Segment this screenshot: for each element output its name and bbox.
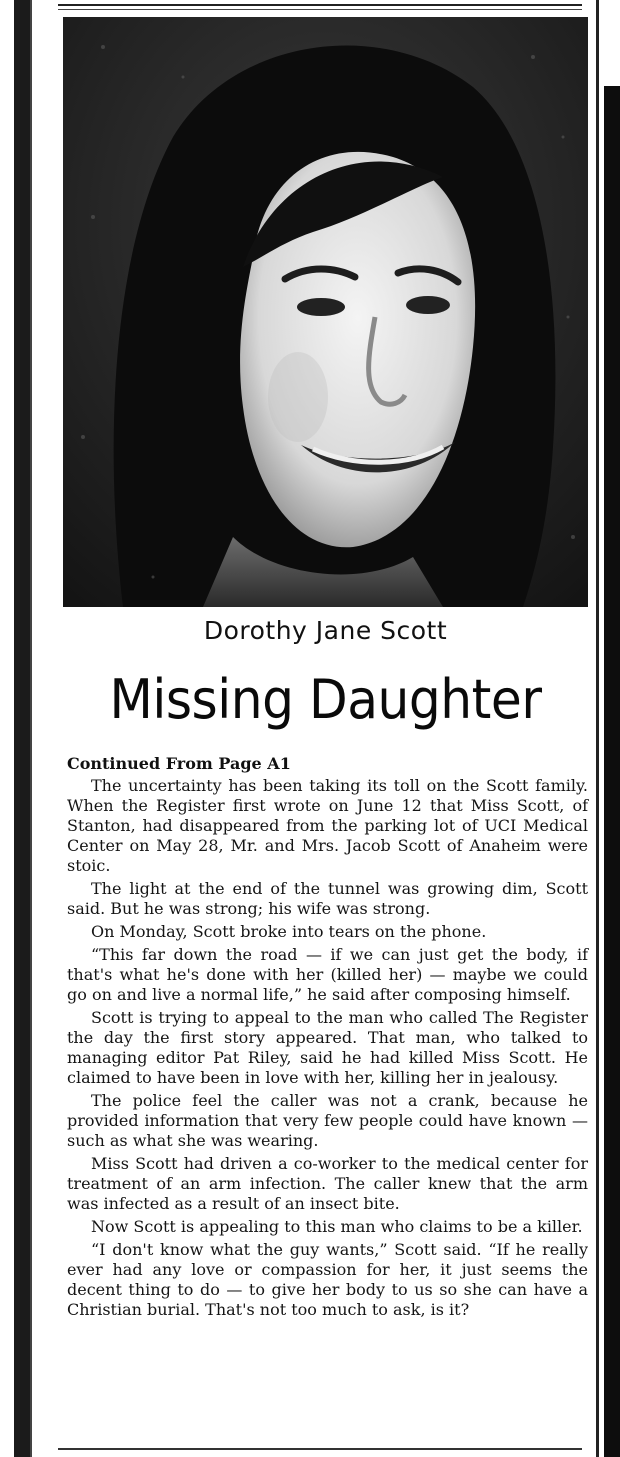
- top-rule-thin: [58, 9, 582, 10]
- article-body: [67, 776, 588, 1323]
- portrait-photo: [63, 17, 588, 607]
- column-rule-right: [596, 0, 599, 1457]
- paragraph: Scott is trying to appeal to the man who called The Register the day the first story appeared. That man, who talked to managing editor Pat Riley, said he had killed Miss Scott. He claimed to have been in love with her, killing her in jealousy.: [67, 1008, 588, 1087]
- paragraph: The uncertainty has been taking its toll on the Scott family. When the Register first wrote on June 12 that Miss Scott, of Stanton, had disappeared from the parking lot of UCI Medical Center on May 28, Mr. and Mrs. Jacob Scott of Anaheim were stoic.: [67, 776, 588, 875]
- paragraph: The police feel the caller was not a crank, because he provided information that very few people could have known — such as what she was wearing.: [67, 1091, 588, 1150]
- continuation-line: Continued From Page A1: [67, 754, 291, 773]
- paragraph: Now Scott is appealing to this man who claims to be a killer.: [91, 1217, 583, 1236]
- paragraph: On Monday, Scott broke into tears on the phone.: [91, 922, 487, 941]
- bottom-rule: [58, 1448, 582, 1450]
- headline: Missing Daughter: [109, 668, 542, 731]
- adjacent-column-edge: [604, 86, 620, 1457]
- column-rule-left-thin: [30, 0, 32, 1457]
- paragraph: The light at the end of the tunnel was growing dim, Scott said. But he was strong; his wife was strong.: [67, 879, 588, 918]
- paragraph: “This far down the road — if we can just get the body, if that's what he's done with her (killed her) — maybe we could go on and live a normal life,” he said after composing himself.: [67, 945, 588, 1004]
- top-rule: [58, 4, 582, 6]
- paragraph: “I don't know what the guy wants,” Scott said. “If he really ever had any love or compassion for her, it just seems the decent thing to do — to give her body to us so she can have a Christian burial. That's not too much to ask, is it?: [67, 1240, 588, 1319]
- photo-caption: Dorothy Jane Scott: [203, 616, 448, 645]
- paragraph: Miss Scott had driven a co-worker to the medical center for treatment of an arm infection. The caller knew that the arm was infected as a result of an insect bite.: [67, 1154, 588, 1213]
- column-rule-left: [14, 0, 30, 1457]
